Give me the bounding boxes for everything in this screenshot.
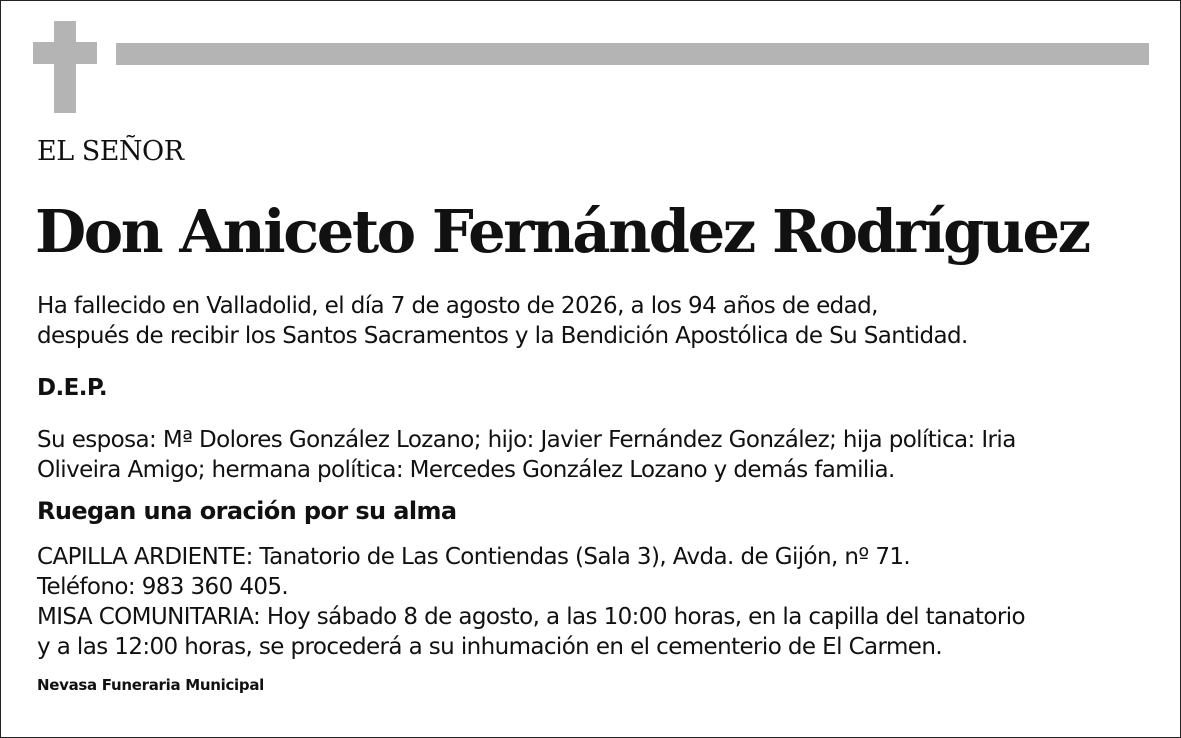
- death-notice-line: después de recibir los Santos Sacramentos y la Bendición Apostólica de Su Santidad.: [37, 323, 968, 349]
- family-line: Oliveira Amigo; hermana política: Mercedes González Lozano y demás familia.: [37, 457, 895, 483]
- dep-label: D.E.P.: [37, 375, 108, 401]
- prayer-request: Ruegan una oración por su alma: [37, 497, 457, 525]
- mass-line: MISA COMUNITARIA: Hoy sábado 8 de agosto, a las 10:00 horas, en la capilla del tanatorio: [37, 604, 1025, 630]
- honorific-heading: EL SEÑOR: [37, 136, 184, 167]
- funeral-home-label: Nevasa Funeraria Municipal: [37, 676, 264, 694]
- services-info: [37, 542, 1162, 662]
- phone-line: Teléfono: 983 360 405.: [37, 574, 289, 600]
- death-notice: [37, 291, 1162, 351]
- family-line: Su esposa: Mª Dolores González Lozano; hijo: Javier Fernández González; hija política: Iria: [37, 427, 1016, 453]
- cross-icon-vertical: [54, 21, 76, 113]
- death-notice-line: Ha fallecido en Valladolid, el día 7 de agosto de 2026, a los 94 años de edad,: [37, 293, 878, 319]
- cross-icon-horizontal: [33, 42, 97, 64]
- burial-line: y a las 12:00 horas, se procederá a su inhumación en el cementerio de El Carmen.: [37, 634, 943, 660]
- chapel-line: CAPILLA ARDIENTE: Tanatorio de Las Contiendas (Sala 3), Avda. de Gijón, nº 71.: [37, 544, 911, 570]
- header-rule: [116, 43, 1149, 65]
- family-list: [37, 425, 1162, 485]
- deceased-name: Don Aniceto Fernández Rodríguez: [35, 197, 1089, 266]
